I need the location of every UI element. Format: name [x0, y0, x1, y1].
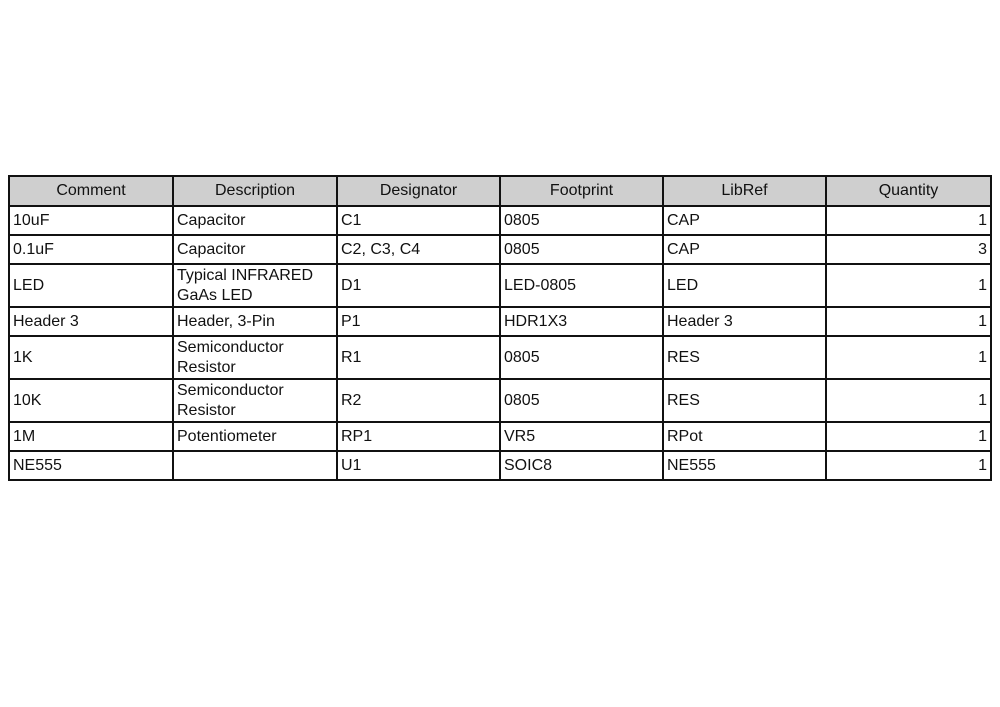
quantity-cell: 1	[826, 307, 991, 336]
quantity-cell: 1	[826, 336, 991, 379]
column-header-description: Description	[173, 176, 337, 206]
table-row	[9, 307, 991, 336]
designator-cell: C1	[337, 206, 500, 235]
libref-cell: RES	[663, 379, 826, 422]
footprint-cell: LED-0805	[500, 264, 663, 307]
comment-cell: 0.1uF	[9, 235, 173, 264]
description-cell	[173, 307, 337, 336]
description-cell	[173, 379, 337, 422]
column-header-designator: Designator	[337, 176, 500, 206]
footprint-cell: 0805	[500, 235, 663, 264]
column-header-quantity: Quantity	[826, 176, 991, 206]
description-line: GaAs LED	[177, 286, 253, 304]
quantity-cell: 3	[826, 235, 991, 264]
description-line: Semiconductor	[177, 381, 284, 399]
designator-cell: RP1	[337, 422, 500, 451]
column-header-footprint: Footprint	[500, 176, 663, 206]
description-line: Typical INFRARED	[177, 266, 314, 284]
description-cell	[173, 422, 337, 451]
footprint-cell: 0805	[500, 379, 663, 422]
libref-cell: CAP	[663, 235, 826, 264]
column-header-libref: LibRef	[663, 176, 826, 206]
header-row	[9, 176, 991, 206]
libref-cell: RPot	[663, 422, 826, 451]
table-row	[9, 379, 991, 422]
table-row	[9, 422, 991, 451]
description-line: Resistor	[177, 401, 236, 419]
quantity-cell: 1	[826, 264, 991, 307]
description-line: Header, 3-Pin	[177, 312, 275, 330]
comment-cell: LED	[9, 264, 173, 307]
table-row	[9, 264, 991, 307]
designator-cell: P1	[337, 307, 500, 336]
description-cell	[173, 451, 337, 480]
description-line: Resistor	[177, 358, 236, 376]
designator-cell: D1	[337, 264, 500, 307]
footprint-cell: 0805	[500, 336, 663, 379]
comment-cell: 1K	[9, 336, 173, 379]
quantity-cell: 1	[826, 422, 991, 451]
quantity-cell: 1	[826, 206, 991, 235]
comment-cell: NE555	[9, 451, 173, 480]
description-cell	[173, 336, 337, 379]
footprint-cell: HDR1X3	[500, 307, 663, 336]
designator-cell: R2	[337, 379, 500, 422]
comment-cell: 10uF	[9, 206, 173, 235]
quantity-cell: 1	[826, 379, 991, 422]
designator-cell: R1	[337, 336, 500, 379]
description-cell	[173, 206, 337, 235]
quantity-cell: 1	[826, 451, 991, 480]
table-row	[9, 235, 991, 264]
table-body	[9, 206, 991, 480]
table-row	[9, 206, 991, 235]
libref-cell: RES	[663, 336, 826, 379]
libref-cell: LED	[663, 264, 826, 307]
description-line: Capacitor	[177, 211, 246, 229]
bill-of-materials-table	[8, 175, 992, 481]
footprint-cell: VR5	[500, 422, 663, 451]
designator-cell: C2, C3, C4	[337, 235, 500, 264]
column-header-comment: Comment	[9, 176, 173, 206]
description-line: Semiconductor	[177, 338, 284, 356]
description-line: Capacitor	[177, 240, 246, 258]
libref-cell: NE555	[663, 451, 826, 480]
description-line: Potentiometer	[177, 427, 277, 445]
description-cell	[173, 235, 337, 264]
table-row	[9, 451, 991, 480]
description-cell	[173, 264, 337, 307]
comment-cell: 10K	[9, 379, 173, 422]
comment-cell: 1M	[9, 422, 173, 451]
comment-cell: Header 3	[9, 307, 173, 336]
libref-cell: CAP	[663, 206, 826, 235]
libref-cell: Header 3	[663, 307, 826, 336]
footprint-cell: 0805	[500, 206, 663, 235]
table-row	[9, 336, 991, 379]
designator-cell: U1	[337, 451, 500, 480]
footprint-cell: SOIC8	[500, 451, 663, 480]
